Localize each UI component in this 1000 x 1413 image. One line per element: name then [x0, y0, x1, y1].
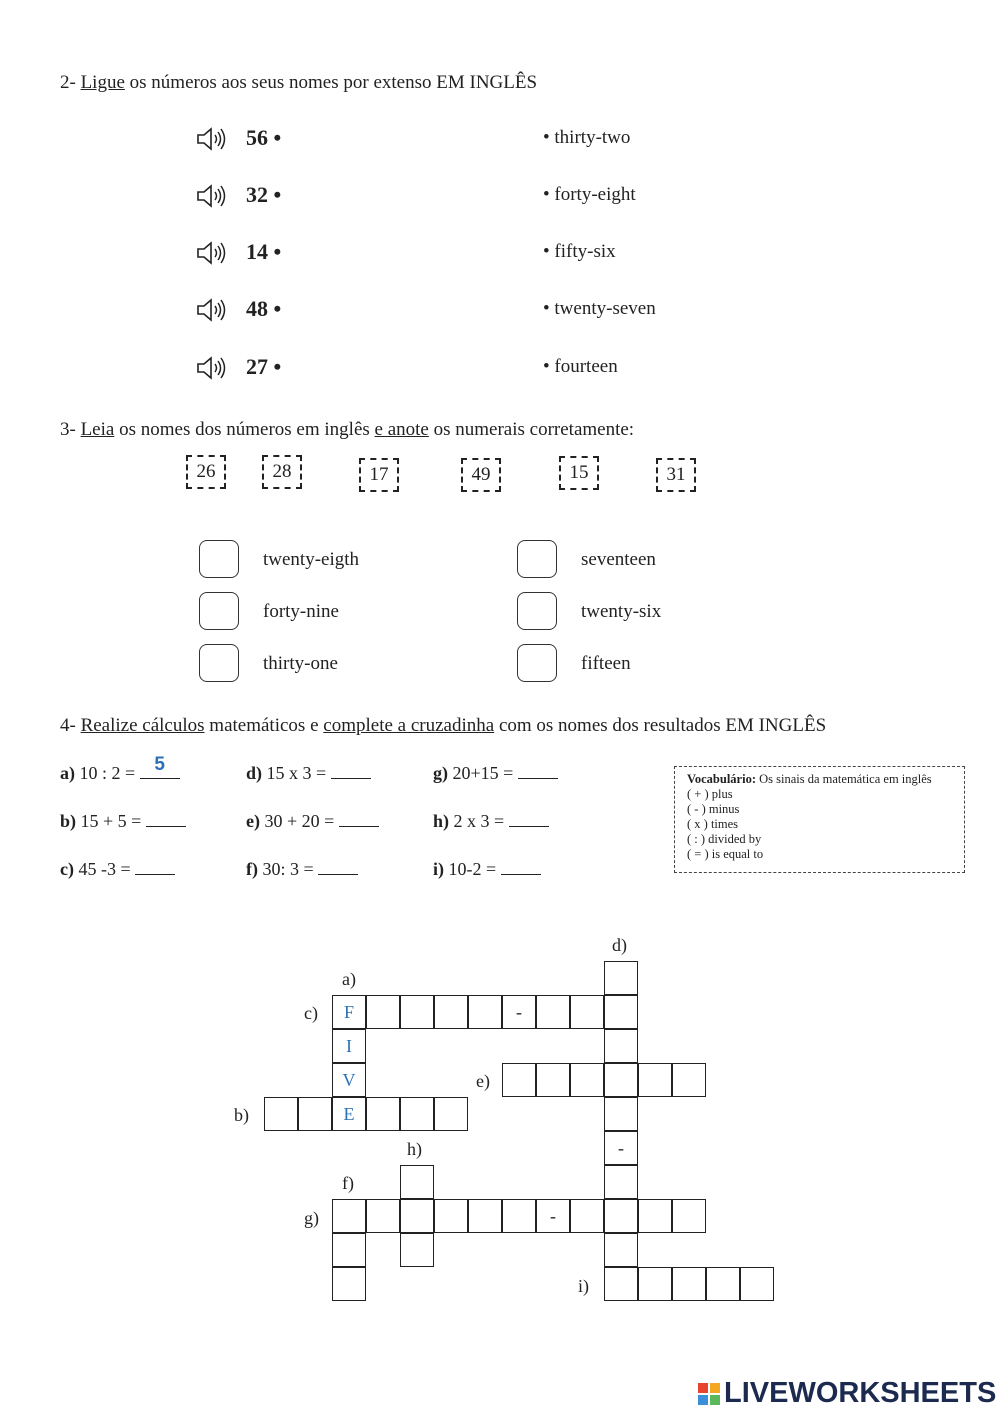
- clue-label: i): [578, 1276, 589, 1296]
- answer-value: 5: [154, 754, 165, 775]
- crossword-cell[interactable]: [400, 1165, 434, 1199]
- calculation: [433, 762, 558, 784]
- crossword-cell[interactable]: -: [536, 1199, 570, 1233]
- answer-blank[interactable]: [331, 762, 371, 779]
- exercise-4-title: [60, 715, 826, 737]
- crossword-cell[interactable]: [468, 995, 502, 1029]
- clue-label: b): [234, 1105, 249, 1125]
- crossword-cell[interactable]: [638, 1199, 672, 1233]
- crossword-cell[interactable]: [570, 1199, 604, 1233]
- answer-blank[interactable]: [339, 810, 379, 827]
- calculation: [433, 858, 541, 880]
- crossword-cell[interactable]: [740, 1267, 774, 1301]
- instruction-text: com os nomes dos resultados EM INGLÊS: [498, 715, 827, 736]
- crossword-cell[interactable]: [638, 1063, 672, 1097]
- crossword-cell[interactable]: [536, 1063, 570, 1097]
- number-box: 28: [262, 455, 302, 489]
- logo-square: [698, 1383, 708, 1393]
- calculation-letter: f): [246, 859, 258, 879]
- crossword-cell[interactable]: [400, 1233, 434, 1267]
- number-box: 31: [656, 458, 696, 492]
- exercise-3-title: [60, 419, 634, 441]
- calculation-expression: 45 -3 =: [78, 859, 131, 879]
- answer-blank[interactable]: [318, 858, 358, 875]
- crossword-cell[interactable]: [672, 1267, 706, 1301]
- crossword-cell[interactable]: [468, 1199, 502, 1233]
- vocabulary-lines: [687, 787, 952, 862]
- clue-label: g): [304, 1208, 319, 1228]
- number-name: fifteen: [581, 653, 631, 674]
- instruction-verb: Realize cálculos: [80, 715, 205, 736]
- crossword-cell[interactable]: [298, 1097, 332, 1131]
- answer-input[interactable]: [517, 540, 557, 578]
- vocabulary-heading: [687, 772, 952, 787]
- clue-label: h): [407, 1139, 422, 1159]
- calculation-letter: c): [60, 859, 74, 879]
- crossword-cell[interactable]: [604, 1165, 638, 1199]
- word-item[interactable]: • fifty-six: [543, 241, 616, 262]
- crossword-cell[interactable]: [570, 995, 604, 1029]
- calculation-expression: 10-2 =: [448, 859, 497, 879]
- answer-input[interactable]: [517, 592, 557, 630]
- crossword-cell[interactable]: -: [604, 1131, 638, 1165]
- word-item[interactable]: • thirty-two: [543, 127, 631, 148]
- clue-label: a): [342, 969, 356, 989]
- number-name: forty-nine: [263, 601, 339, 622]
- calculation-expression: 30 + 20 =: [264, 811, 335, 831]
- number-box: 15: [559, 456, 599, 490]
- crossword-cell[interactable]: [434, 995, 468, 1029]
- number-item[interactable]: 14 •: [246, 239, 282, 264]
- logo-square: [698, 1395, 708, 1405]
- number-item[interactable]: 56 •: [246, 125, 282, 150]
- number-item[interactable]: 48 •: [246, 296, 282, 321]
- crossword-cell[interactable]: [366, 995, 400, 1029]
- vocabulary-title: Vocabulário:: [687, 772, 756, 786]
- calculation-expression: 2 x 3 =: [453, 811, 505, 831]
- exercise-number: 3-: [60, 419, 76, 440]
- crossword-cell[interactable]: [706, 1267, 740, 1301]
- calculation: [246, 858, 358, 880]
- clue-label: e): [476, 1071, 490, 1091]
- clue-label: f): [342, 1173, 354, 1193]
- logo-text: LIVEWORKSHEETS: [724, 1377, 997, 1409]
- liveworksheets-logo: [698, 1377, 996, 1410]
- vocabulary-line: ( = ) is equal to: [687, 847, 764, 861]
- crossword-cell[interactable]: -: [502, 995, 536, 1029]
- speaker-icon[interactable]: [196, 240, 230, 266]
- speaker-icon[interactable]: [196, 297, 230, 323]
- calculation-expression: 20+15 =: [452, 763, 514, 783]
- crossword-cell[interactable]: [604, 1063, 638, 1097]
- crossword-cell[interactable]: [434, 1199, 468, 1233]
- answer-blank[interactable]: [518, 762, 558, 779]
- calculation-letter: i): [433, 859, 444, 879]
- vocabulary-line: ( - ) minus: [687, 802, 740, 816]
- calculation: [246, 762, 371, 784]
- crossword-cell[interactable]: [332, 1233, 366, 1267]
- instruction-text: matemáticos e: [209, 715, 319, 736]
- vocabulary-box: [674, 766, 965, 873]
- answer-blank[interactable]: [135, 858, 175, 875]
- calculation: [246, 810, 379, 832]
- number-box: 49: [461, 458, 501, 492]
- exercise-2-title: [60, 72, 537, 94]
- answer-blank[interactable]: [501, 858, 541, 875]
- answer-blank[interactable]: [146, 810, 186, 827]
- crossword-cell[interactable]: [604, 1097, 638, 1131]
- exercise-number: 4-: [60, 715, 76, 736]
- number-name: thirty-one: [263, 653, 338, 674]
- calculation-expression: 15 x 3 =: [266, 763, 327, 783]
- number-name: twenty-six: [581, 601, 662, 622]
- crossword-cell[interactable]: [366, 1097, 400, 1131]
- calculation-expression: 30: 3 =: [262, 859, 314, 879]
- calculation-letter: b): [60, 811, 77, 831]
- word-item[interactable]: • forty-eight: [543, 184, 636, 205]
- crossword-cell[interactable]: [400, 1097, 434, 1131]
- crossword-cell[interactable]: [502, 1199, 536, 1233]
- crossword-cell[interactable]: [604, 961, 638, 995]
- calculation: [433, 810, 549, 832]
- calculation: [60, 810, 186, 832]
- crossword-cell[interactable]: [332, 1199, 366, 1233]
- calculation-letter: e): [246, 811, 260, 831]
- crossword-cell[interactable]: [604, 1233, 638, 1267]
- calculation-letter: h): [433, 811, 450, 831]
- crossword-cell[interactable]: [604, 995, 638, 1029]
- number-name: seventeen: [581, 549, 656, 570]
- speaker-icon[interactable]: [196, 355, 230, 381]
- calculation-expression: 10 : 2 =: [79, 763, 136, 783]
- instruction-text: os números aos seus nomes por extenso EM INGLÊS: [129, 72, 538, 93]
- vocabulary-line: ( + ) plus: [687, 787, 733, 801]
- crossword-cell[interactable]: [400, 1199, 434, 1233]
- word-item[interactable]: • twenty-seven: [543, 298, 656, 319]
- calculation-expression: 15 + 5 =: [80, 811, 142, 831]
- instruction-verb: Ligue: [80, 72, 125, 93]
- crossword-cell[interactable]: [366, 1199, 400, 1233]
- crossword-cell[interactable]: E: [332, 1097, 366, 1131]
- speaker-icon[interactable]: [196, 183, 230, 209]
- vocabulary-line: ( : ) divided by: [687, 832, 762, 846]
- clue-label: c): [304, 1003, 318, 1023]
- instruction-verb: Leia: [80, 419, 115, 440]
- answer-input[interactable]: [199, 540, 239, 578]
- crossword-cell[interactable]: [604, 1267, 638, 1301]
- exercise-number: 2-: [60, 72, 76, 93]
- crossword-cell[interactable]: [502, 1063, 536, 1097]
- crossword-cell[interactable]: [434, 1097, 468, 1131]
- crossword-cell[interactable]: [400, 995, 434, 1029]
- instruction-verb: complete a cruzadinha: [323, 715, 495, 736]
- calculation-letter: d): [246, 763, 263, 783]
- logo-square: [710, 1395, 720, 1405]
- logo-square: [710, 1383, 720, 1393]
- vocabulary-line: ( x ) times: [687, 817, 739, 831]
- crossword-cell[interactable]: [672, 1199, 706, 1233]
- crossword-cell[interactable]: [536, 995, 570, 1029]
- number-box: 26: [186, 455, 226, 489]
- crossword-cell[interactable]: [672, 1063, 706, 1097]
- word-item[interactable]: • fourteen: [543, 356, 618, 377]
- crossword-cell[interactable]: [570, 1063, 604, 1097]
- calculation-letter: a): [60, 763, 75, 783]
- clue-label: d): [612, 935, 627, 955]
- vocabulary-subtitle: Os sinais da matemática em inglês: [759, 772, 932, 786]
- crossword-cell[interactable]: [264, 1097, 298, 1131]
- number-item[interactable]: 27 •: [246, 354, 282, 379]
- instruction-text: os nomes dos números em inglês: [119, 419, 370, 440]
- crossword-cell[interactable]: [604, 1199, 638, 1233]
- crossword-cell[interactable]: [332, 1267, 366, 1301]
- instruction-verb: e anote: [374, 419, 429, 440]
- number-name: twenty-eigth: [263, 549, 360, 570]
- speaker-icon[interactable]: [196, 126, 230, 152]
- answer-input[interactable]: [517, 644, 557, 682]
- crossword-cell[interactable]: F: [332, 995, 366, 1029]
- answer-blank[interactable]: [140, 754, 180, 779]
- number-box: 17: [359, 458, 399, 492]
- crossword-cell[interactable]: [604, 1029, 638, 1063]
- calculation-letter: g): [433, 763, 448, 783]
- number-item[interactable]: 32 •: [246, 182, 282, 207]
- calculation: [60, 858, 175, 880]
- instruction-text: os numerais corretamente:: [433, 419, 635, 440]
- answer-input[interactable]: [199, 644, 239, 682]
- answer-blank[interactable]: [509, 810, 549, 827]
- calculation: [60, 754, 180, 784]
- crossword-cell[interactable]: V: [332, 1063, 366, 1097]
- logo-icon: [698, 1383, 720, 1405]
- crossword-cell[interactable]: [638, 1267, 672, 1301]
- crossword-cell[interactable]: I: [332, 1029, 366, 1063]
- answer-input[interactable]: [199, 592, 239, 630]
